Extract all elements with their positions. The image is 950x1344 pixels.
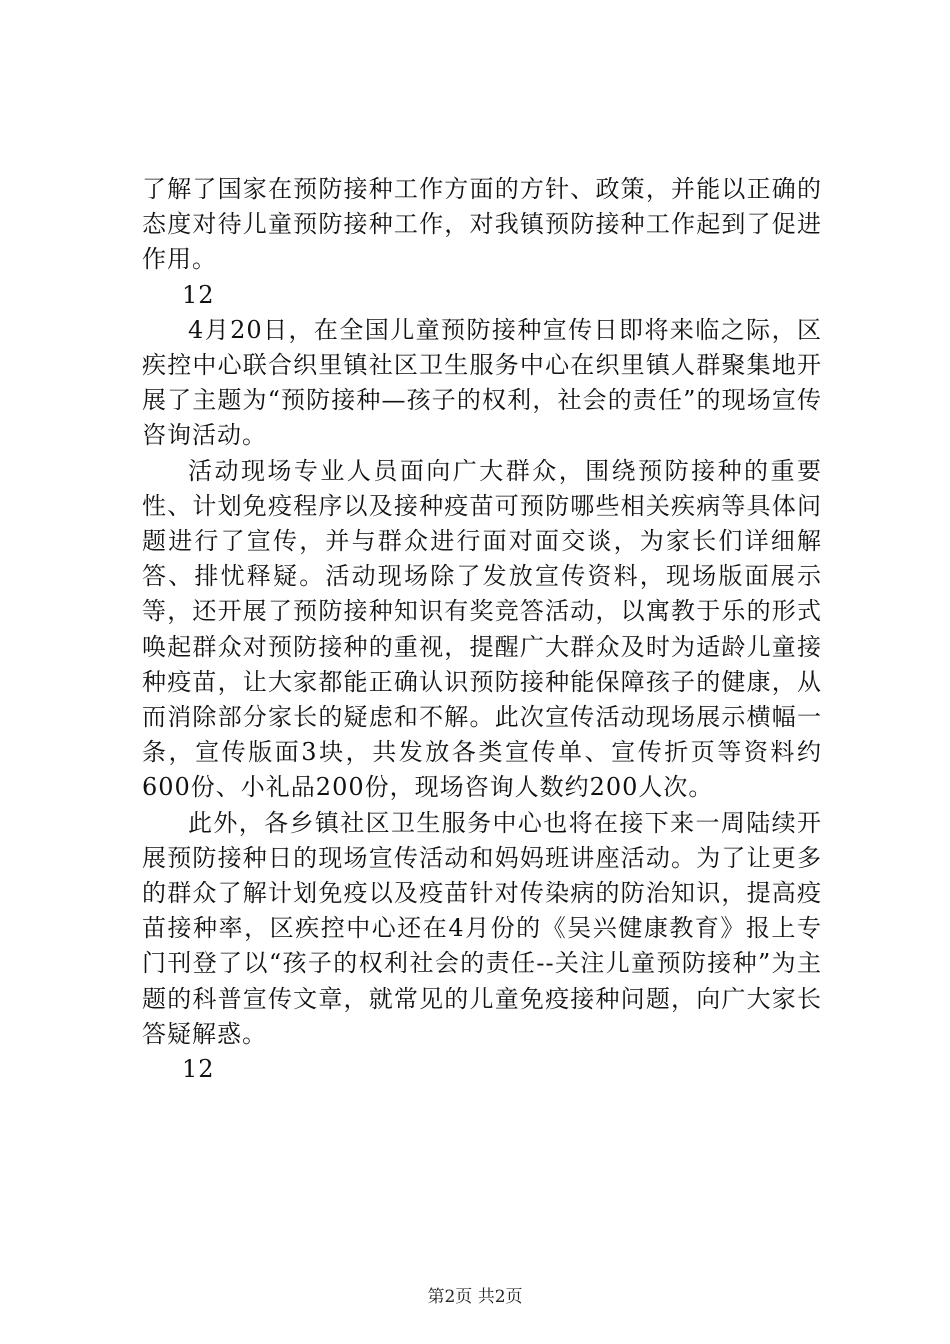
inline-number: 12 (182, 1055, 215, 1084)
paragraph-activity-details: 活动现场专业人员面向广大群众，围绕预防接种的重要性、计划免疫程序以及接种疫苗可预防哪些相关疾病等具体问题进行了宣传，并与群众进行面对面交谈，为家长们详细解答、排忧释疑。活动现场除了发放宣传资料，现场版面展示等，还开展了预防接种知识有奖竞答活动，以寓教于乐的形式唤起群众对预防接种的重视，提醒广大群众及时为适龄儿童接种疫苗，让大家都能正确认识预防接种能保障孩子的健康，从而消除部分家长的疑虑和不解。此次宣传活动现场展示横幅一条，宣传版面3块，共发放各类宣传单、宣传折页等资料约600份、小礼品200份，现场咨询人数约200人次。 (142, 456, 822, 802)
paragraph-followup: 此外，各乡镇社区卫生服务中心也将在接下来一周陆续开展预防接种日的现场宣传活动和妈妈班讲座活动。为了让更多的群众了解计划免疫以及疫苗针对传染病的防治知识，提高疫苗接种率，区疾控中心还在4月份的《吴兴健康教育》报上专门刊登了以“孩子的权利社会的责任--关注儿童预防接种”为主题的科普宣传文章，就常见的儿童免疫接种问题，向广大家长答疑解惑。 (142, 808, 822, 1048)
paragraph-event-intro: 4月20日，在全国儿童预防接种宣传日即将来临之际，区疾控中心联合织里镇社区卫生服务中心在织里镇人群聚集地开展了主题为“预防接种—孩子的权利，社会的责任”的现场宣传咨询活动。 (142, 315, 822, 450)
body-text (142, 172, 822, 1087)
paragraph-continuation: 了解了国家在预防接种工作方面的方针、政策，并能以正确的态度对待儿童预防接种工作，对我镇预防接种工作起到了促进作用。 (142, 175, 822, 274)
inline-number: 12 (182, 280, 215, 309)
page-footer: 第2页 共2页 (427, 1287, 523, 1307)
